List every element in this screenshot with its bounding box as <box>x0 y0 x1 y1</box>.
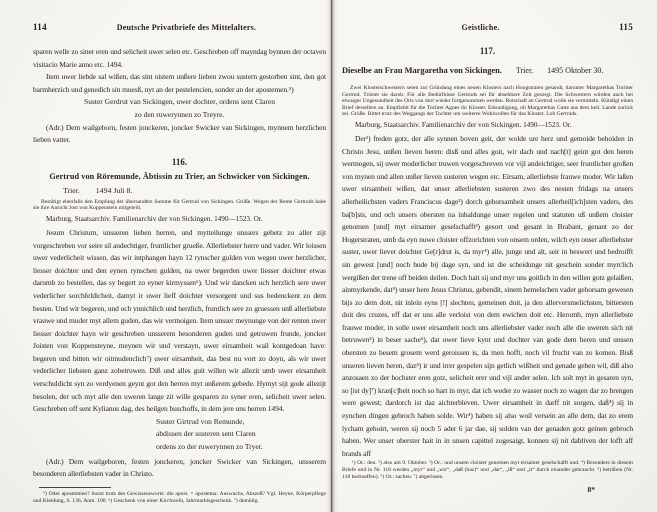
page-gutter-shadow <box>326 0 338 512</box>
left-page <box>33 22 326 504</box>
letter-117-place: Trier. <box>515 66 534 75</box>
letter-116-signature-block <box>156 416 326 454</box>
right-running-title: Geistliche. <box>461 23 500 32</box>
left-running-head <box>33 22 326 32</box>
letter-116-dateline <box>63 186 326 195</box>
letter-117-date: 1495 Oktober 30. <box>547 66 604 75</box>
letter-115-item-paragraph: Item uwer liebde sal wißen, das sint oistern unßere lieben zwou sustern gestorben sint, den got barmherzich und genedich sin muesß, nyt an der pestelencien, sonder an der apostemen.⁵) <box>33 72 326 94</box>
footnote-rule <box>39 487 111 488</box>
letter-116-date: 1494 Juli 8. <box>95 185 133 195</box>
right-page <box>342 22 633 494</box>
letter-117-number: 117. <box>479 46 496 56</box>
left-page-footnotes: ⁵) Oder apostemien? Sonst trotz des Gewissensworts: die apost. = apostema: Auswuchs, Abszeß? Vgl. Heyne, Körperpflege und Kleidung, S. 136, Anm. 100. ⁶) Geschenk von einer Kirchweih, Jahrmarktsgeschenk. ⁷) demütig. <box>33 490 326 504</box>
left-page-number: 114 <box>33 22 47 32</box>
letter-116-signature-line-3: ordens zo der ruwerynnen zo Tryer. <box>156 442 263 452</box>
letter-116-body: Jesum Christum, unsseren lieben herren, und mytteilunge unssers gebetz zo aller zijt vorgeschreben vor seire sil andechtiger, fruntlicher grueße. Allerliebster herre und vader. Wir loissen uwer vederlicheit wissen, das wir intphangen hayn 12 rynscher gulden von wegen uwer herzlicher, liesser doichter und den eynen rynschen gulden, na uwer begerden uwer liesser doichter etwas darumb zo bestellen, das sy begert zo eyner kirmyssen⁶). Und wir dancken uch herzlich sere uwer vederlicher sorchfeldicheit, damyt ir uwer lieff doichter versorgent und sus bedenckent zo dem besten. Und wir begeren, und och ynnichlich und herzlich, fruntlich sere zo gruessen unß allerliebste vrauwe und muder myt allem guden, das wir vermoigen. Item unsser meynunge von der renten uwer liesser doichter hayn wir geschreben unsserem besonderen guden und getruwen frunde, joncker Joisten von Koppensteyne, meynen wir und verstayn, uwer eirsamheit wail kontgedoan have: begeren und bitten wir oitmudenclich⁷) uwer eirsamheit, das best nu vort zo doyn, als wir uwer vederlicher liebsten ganz zobetruwen. Diß und alles guit willen wir allezit umb uwer eirsamheit verschuldicht syn zo verdyenen geynt got den herren myt unßerem gebede. Hymyt sijt gode allezijt besolen, der uch myt alle den uweren lange zit wille gesparen zo syner eren, selicheit uwer selen. Geschreben off sent Kylianus dag, des heilgen buschoffs, in dem jere uns herren 1494. <box>33 227 326 414</box>
right-running-head <box>342 22 633 32</box>
letter-115-signature-line-1: Suster Gerdrut van Sickingen, uwer dochter, ordens sent Claren <box>84 97 275 107</box>
letter-117-source: Marburg, Staatsarchiv. Familienarchiv der von Sickingen. 1490—1523. Or. <box>355 120 572 129</box>
letter-116-signature-line-1: Suster Girtrud von Remunde, <box>156 416 245 426</box>
right-page-footnotes: ¹) Or.: den. ²) also am 9. Oktober. ³) Or.: und unsem cloister genomen myt eirsamer geselschafft und. ⁴) Besonders in diesem Briefe und in Nr. 118 werden „myr“ und „wir“, „daß (baz)“ und „dat“, „iß“ und „it“ durch einander gebraucht. ⁵) betrüben (Nr. 118 bedrueffen). ⁶) Or.: sachen. ⁷) abgerissen. <box>342 460 633 480</box>
page-gutter-line <box>331 0 332 512</box>
letter-117-heading: Dieselbe an Frau Margaretha von Sickingen. <box>342 66 502 75</box>
sheet-signature-mark: 8* <box>587 484 595 494</box>
letter-116-address: (Adr.) Dem wailgeboren, festen jonckeren, joncker Swicker van Sickingen, unsserem besonderen allerliebsten vader in Christo. <box>33 456 326 479</box>
letter-115-address: (Adr.) Dem wailgeborn, festen jonckeren, joncker Swicker van Sickingen, mynnem herzlichen lieben vatter. <box>33 122 326 145</box>
letter-117-regest: Zwei Klosterschwestern seien zur Gründung eines neuen Klosters nach Hoogstraten gesandt, darunter Margarethas Tochter Gertrud. Tröstet sie darob. Für alle Bedürfnisse Gertruds sei für absehbare Zeit gesorgt. Die Schwestern würden auch bei etwaiger Ungesundheit des Orts von dort wieder fortgenommen werden. Botschaft an Gertrud wolle sie vermitteln. Kündigt einen Brief derselben an. Empfiehlt für die Tochter Agnes ihr Kloster. Erkundigung, ob Margarethas Gatte aus dem heil. Lande zurück sei. Grüße. Bittet trotz des Weggangs der Tochter um weiteres Wohlwollen für das Kloster. Lob Gertruds. <box>342 85 633 118</box>
letter-116-source: Marburg, Staatsarchiv. Familienarchiv der von Sickingen. 1490—1523. Or. <box>46 214 263 223</box>
letter-116-regest: Bestätigt ebenfalls den Empfang der übersandten Summe für Gertrud von Sickingen. Grüße. Wegen der Rente Gertruds habe sie ihre Ansicht Jost von Koppenstein mitgeteilt. <box>33 198 326 212</box>
letter-117-body: Der¹) freden gotz, der alle synnen boven geit, der wolde ure herz und gemoide behoiden in Christo Jesu, unßen lieven heren: disß und alles goit, wir dach und nach[t] geint got den heren wermogen, sij uwer moderlicher truwen vorgeschreven vor vijl andeichtiger, seer fruntlicher großen von mynen und allen unßer lieven susteren wegen etc. Eirsam, allerliebste frauwe moder. Wir laßen uwer eirsamheit wißen, dat unser allerliebsten susteren zwo des nesten fridags na unsers allerheilichsten vaders Franciscus dage²) dorch gehorsamheit unsers allerheil[ich]sten vaders, des ba[b]sts, und och unsers obersten na inhaldunge unser regelen und statuten uß unßem cloister genomen [und] myt eirsamer geselschafft³) gesort und gesant in Brabant, genant zo der Hogerstraten, umb da eyn nuwe cloister offzorichten von onsem orden, wilch eyn onser allerliebster suster, uwer liever doichter Ge[r]drut is, da myr⁴) alle, junge und alt, seir in beswert und bedroifft sin gewest [und] noch hude bij dage syn, und ist die scheidunge nit geschein sonder myrclich wergißen der trene off beiden deilen. Doch hait sij und myr uns goitlich in den willen gotz gelaißen, ainmyrkende, dat⁵) unser here Jesus Christus, gebendit, sinem hemelschen vader gehorsam gewesen bijs zo dem doit, nit inlein eyns [!] slechten, gemeinen doit, ja den allerversmelichsten, bittersten doit des cruzes, eff dat er uns alle verloist von dem ewichen doit etc. Heromb, myn allerliebste frauwe moder, in solle uwer eirsamheit noch uns allerliebster vader noch alle die uweren sich nit betruwen⁵) in beser sache⁶), dat uwer lieve kynt und dochter van gode dem heren und unssen obersten zo besem grosem werd geroissen is, da men hofft, noch vil frucht van zo komen. Bisß unseren lieven heren, daz⁴) ir und irrer gespelen sijn getlich wißheit und genade geben wil, diß also anzosaen zo der hochster eren gotz, selicheit erer und vijl ander selen. Ich solt myt in gesaren syn, so [ist dy]⁷) kran[c]heit noch so hart in myr, dat ich weder zo wasser noch zo wagen dar zo brengen were gewest; dardorch ist daz aichterbleven. Uwer eirsamheit in darff nit sorgen, daß⁴) sij in eynchen dingen gebroch haben solde. Wir⁴) haben sij also woil versein an alle dem, dat zo erem lycham gehoirt, weren sij noch 5 ader 6 jar dae, sij solden van der genaden gotz geinen gebroch haben. Wer unser oberster hait in in unsen capittel zogesaigt, konnen sij nit dabliven der lofft aff brands aff <box>342 133 633 458</box>
letter-116-number: 116. <box>171 156 188 167</box>
letter-117-heading-line <box>342 60 633 78</box>
letter-116-place: Trier. <box>63 185 80 195</box>
left-running-title: Deutsche Privatbriefe des Mittelalters. <box>116 23 257 32</box>
letter-115-signature-line-2: zo den ruwerynnen zo Treyre. <box>134 109 225 119</box>
right-page-number: 115 <box>619 22 633 32</box>
letter-116-signature-line-2: abdissen der susteren sent Claren <box>156 429 256 439</box>
letter-115-continuation-paragraph: sparen welle zo siner eren und selicheit uwer selen etc. Geschreben off mayndag bynnen der octaven visitacio Marie anno etc. 1494. <box>33 47 326 69</box>
letter-116-heading: Gertrud von Röremunde, Äbtissin zu Trier, an Schwicker von Sickingen. <box>49 171 310 181</box>
